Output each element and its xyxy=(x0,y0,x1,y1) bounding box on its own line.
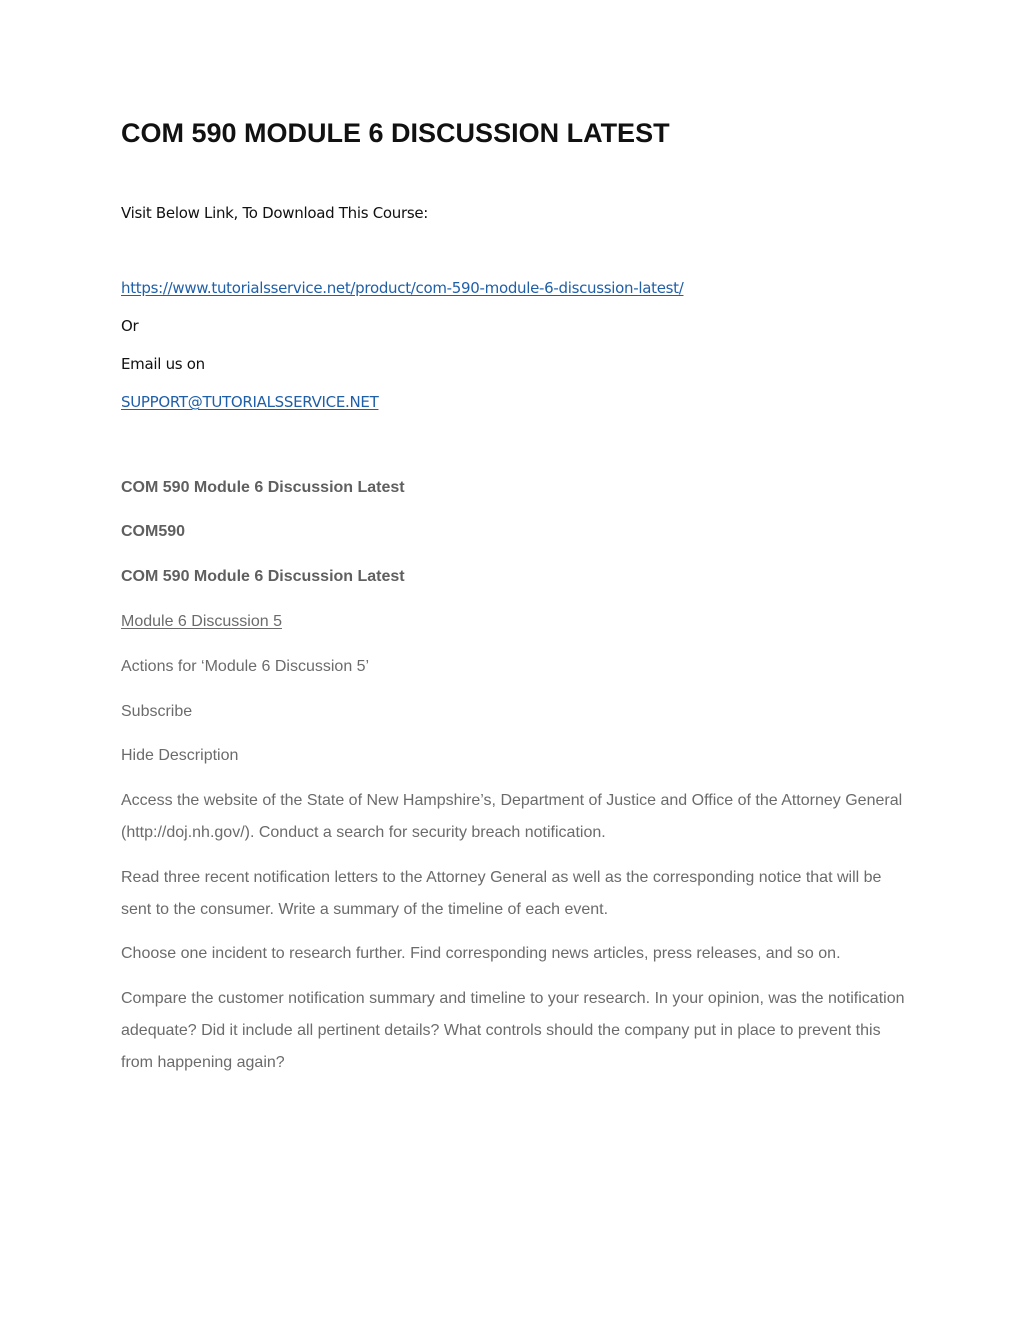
email-label: Email us on xyxy=(121,355,205,373)
description-paragraph-3: Choose one incident to research further. Find corresponding news articles, press releases, and so on. xyxy=(121,945,841,962)
description-paragraph-4: Compare the customer notification summary and timeline to your research. In your opinion, was the notification adequate? Did it include all pertinent details? What controls should the company put in place to prevent this from happening again? xyxy=(121,990,905,1071)
hide-description-text: Hide Description xyxy=(121,747,239,764)
download-link[interactable]: https://www.tutorialsservice.net/product/com-590-module-6-discussion-latest/ xyxy=(121,279,684,297)
course-code: COM590 xyxy=(121,523,186,540)
discussion-actions: Actions for ‘Module 6 Discussion 5’ xyxy=(121,658,370,675)
subscribe-text: Subscribe xyxy=(121,703,193,720)
course-subheading: COM 590 Module 6 Discussion Latest xyxy=(121,568,405,585)
visit-instruction: Visit Below Link, To Download This Course: xyxy=(121,204,429,222)
discussion-link[interactable]: Module 6 Discussion 5 xyxy=(121,613,282,630)
description-paragraph-1: Access the website of the State of New Hampshire’s, Department of Justice and Office of the Attorney General (http://doj.nh.gov/). Conduct a search for security breach notification. xyxy=(121,792,903,841)
support-email-link[interactable]: SUPPORT@TUTORIALSSERVICE.NET xyxy=(121,393,379,411)
or-separator: Or xyxy=(121,317,139,335)
course-heading: COM 590 Module 6 Discussion Latest xyxy=(121,479,405,496)
description-paragraph-2: Read three recent notification letters to the Attorney General as well as the corresponding notice that will be sent to the consumer. Write a summary of the timeline of each event. xyxy=(121,869,882,918)
document-title: COM 590 MODULE 6 DISCUSSION LATEST xyxy=(121,118,670,148)
